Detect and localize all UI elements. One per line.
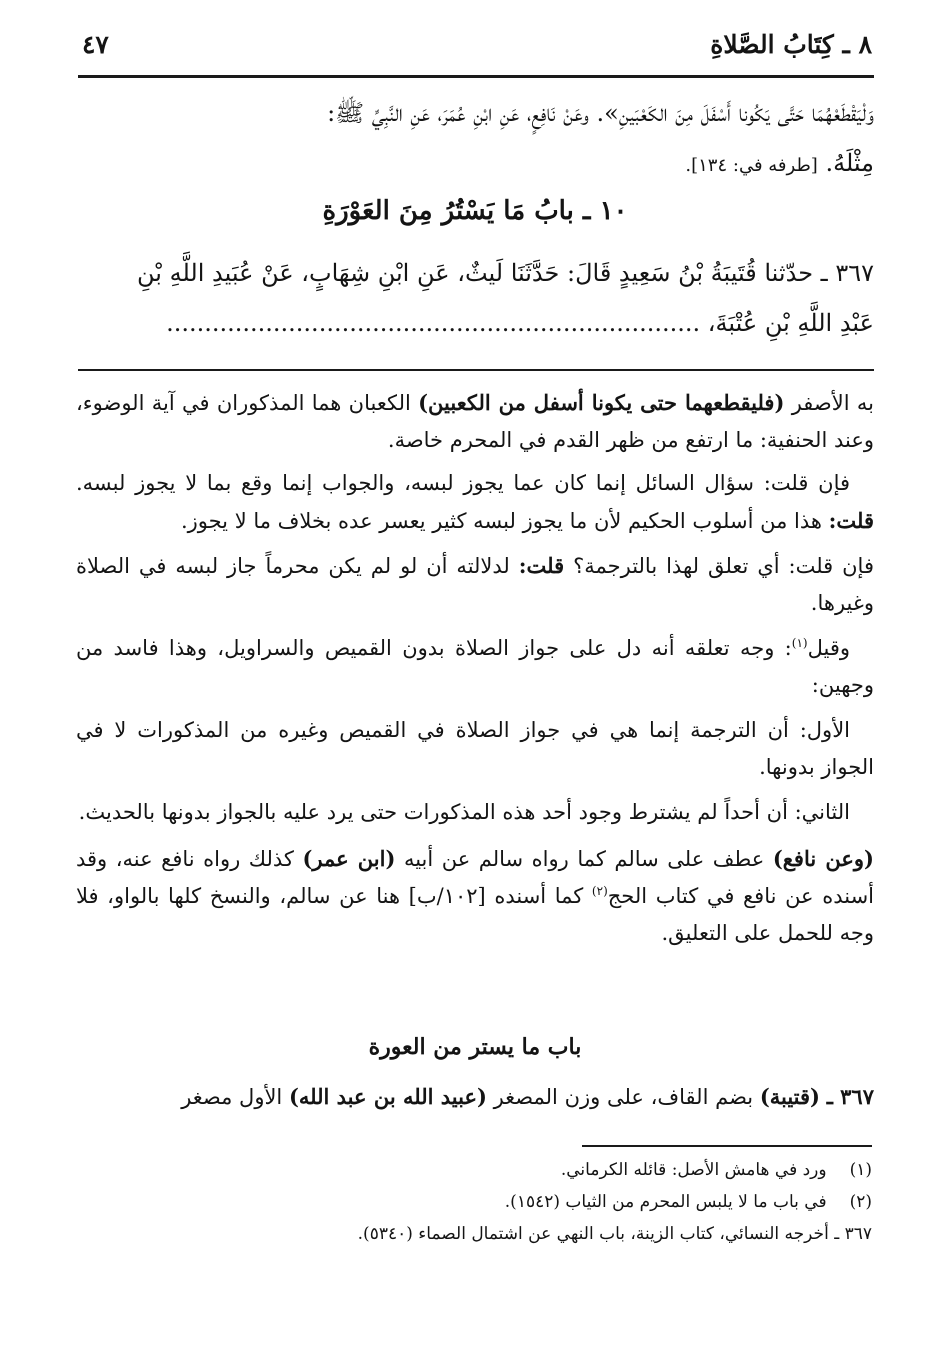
- commentary-text: فإن قلت: سؤال السائل إنما كان عما يجوز لبسه، والجواب إنما وقع بما لا يجوز لبسه.: [76, 471, 850, 495]
- commentary-paragraph: [76, 630, 874, 704]
- footnote-text: ٣٦٧ ـ أخرجه النسائي، كتاب الزينة، باب النهي عن اشتمال الصماء (٥٣٤٠).: [357, 1224, 872, 1244]
- hadith-continuation: [76, 88, 874, 191]
- hadith-number: ٣٦٧ ـ: [826, 1084, 874, 1109]
- commentary-text: لدلالته أن لو لم يكن محرماً جاز لبسه في الصلاة وغيرها.: [76, 554, 874, 615]
- commentary-text: فإن قلت: أي تعلق لهذا بالترجمة؟: [573, 554, 874, 578]
- commentary-text: الأول مصغر: [181, 1085, 283, 1109]
- commentary-text: وقيل: [807, 636, 850, 660]
- quoted-phrase: (ابن عمر): [302, 846, 396, 871]
- footnote-item: [76, 1154, 872, 1186]
- hadith-line: [76, 138, 874, 191]
- commentary-367: [76, 1078, 874, 1116]
- footnote-number: (٢): [849, 1192, 872, 1212]
- quoted-phrase: (وعن نافع): [772, 846, 874, 871]
- commentary-paragraph: [76, 547, 874, 622]
- commentary-section: [76, 384, 874, 952]
- footnote-number: (١): [849, 1160, 872, 1180]
- page-number: ٤٧: [82, 30, 109, 59]
- footnote-item: [76, 1186, 872, 1218]
- commentary-paragraph: الأول: أن الترجمة إنما هي في جواز الصلاة في القميص وغيره من المذكورات لا في الجواز بدونها.: [76, 718, 874, 779]
- footnote-ref: (٢): [591, 884, 608, 898]
- commentary-paragraph: الثاني: أن أحداً لم يشترط وجود أحد هذه المذكورات حتى يرد عليه بالجواز بدونها بالحديث.: [78, 800, 850, 824]
- footnote-ref: (١): [791, 636, 808, 650]
- commentary-text: هذا من أسلوب الحكيم لأن ما يجوز لبسه كثير يعسر عده بخلاف ما لا يجوز.: [180, 509, 822, 533]
- tarf-reference: [طرفه في: ١٣٤].: [685, 155, 818, 176]
- commentary-text: بضم القاف، على وزن المصغر: [493, 1085, 754, 1109]
- footnote-item: [76, 1218, 872, 1250]
- commentary-paragraph: [76, 1078, 874, 1116]
- text-commentary-divider: [78, 369, 874, 371]
- commentary-paragraph: [76, 840, 874, 952]
- footnotes: [76, 1154, 872, 1250]
- commentary-paragraph: [76, 384, 874, 459]
- quoted-phrase: (عبيد الله بن عبد الله): [288, 1084, 487, 1109]
- hadith-line: وَلْيَقْطَعْهُمَا حَتَّى يَكُونا أَسْفَلَ مِنَ الكَعْبَينِ». وعَنْ نَافِعٍ، عَنِ ابْنِ عُمَرَ، عَنِ النَّبِيِّ ﷺ:: [327, 99, 874, 127]
- qult-marker: قلت:: [518, 553, 565, 578]
- running-header-title: ٨ ـ كِتَابُ الصَّلاةِ: [710, 30, 872, 59]
- hadith-line-text: عَبْدِ اللَّهِ بْنِ عُتْبَةَ،: [707, 309, 874, 337]
- commentary-text: عطف على سالم كما رواه سالم عن أبيه: [403, 847, 765, 871]
- commentary-text: كما أسنده [١٠٢/ب] هنا عن سالم، والنسخ كلها بالواو، فلا وجه للحمل على التعليق.: [76, 884, 874, 945]
- commentary-text: : وجه تعلقه أنه دل على جواز الصلاة بدون القميص والسراويل، وهذا فاسد من وجهين:: [76, 636, 874, 697]
- commentary-text: الكعبان هما المذكوران في آية الوضوء، وعند الحنفية: ما ارتفع من ظهر القدم في المحرم خاصة.: [76, 391, 874, 452]
- footnote-text: في باب ما لا يلبس المحرم من الثياب (١٥٤٢).: [504, 1192, 827, 1212]
- quoted-phrase: (قتيبة): [759, 1084, 820, 1109]
- commentary-text: به الأصفر: [791, 391, 874, 415]
- footnote-divider: [582, 1145, 872, 1147]
- quoted-phrase: (فليقطعهما حتى يكونا أسفل من الكعبين): [418, 390, 785, 415]
- hadith-367: [76, 248, 874, 348]
- commentary-paragraph: [76, 465, 874, 540]
- footnote-text: ورد في هامش الأصل: قائله الكرماني.: [560, 1160, 827, 1180]
- header-divider: [78, 75, 874, 78]
- hadith-line: ٣٦٧ ـ حدّثنا قُتَيبَةُ بْنُ سَعِيدٍ قَالَ: حَدَّثَنَا لَيثٌ، عَنِ ابْنِ شِهَابٍ، عَنْ عُبَيدِ اللَّهِ بْنِ: [137, 259, 874, 287]
- commentary-text: كذلك رواه نافع عنه، وقد أسنده عن نافع في كتاب الحج: [76, 847, 874, 908]
- hadith-line-text: مِثْلَهُ.: [825, 149, 874, 177]
- hadith-line: [76, 298, 874, 348]
- qult-marker: قلت:: [828, 508, 874, 533]
- chapter-heading: ١٠ ـ بابُ مَا يَسْتُرُ مِنَ العَوْرَةِ: [322, 196, 628, 226]
- commentary-bab-heading: باب ما يستر من العورة: [368, 1034, 582, 1060]
- continuation-dots: ......................................................................: [166, 309, 701, 337]
